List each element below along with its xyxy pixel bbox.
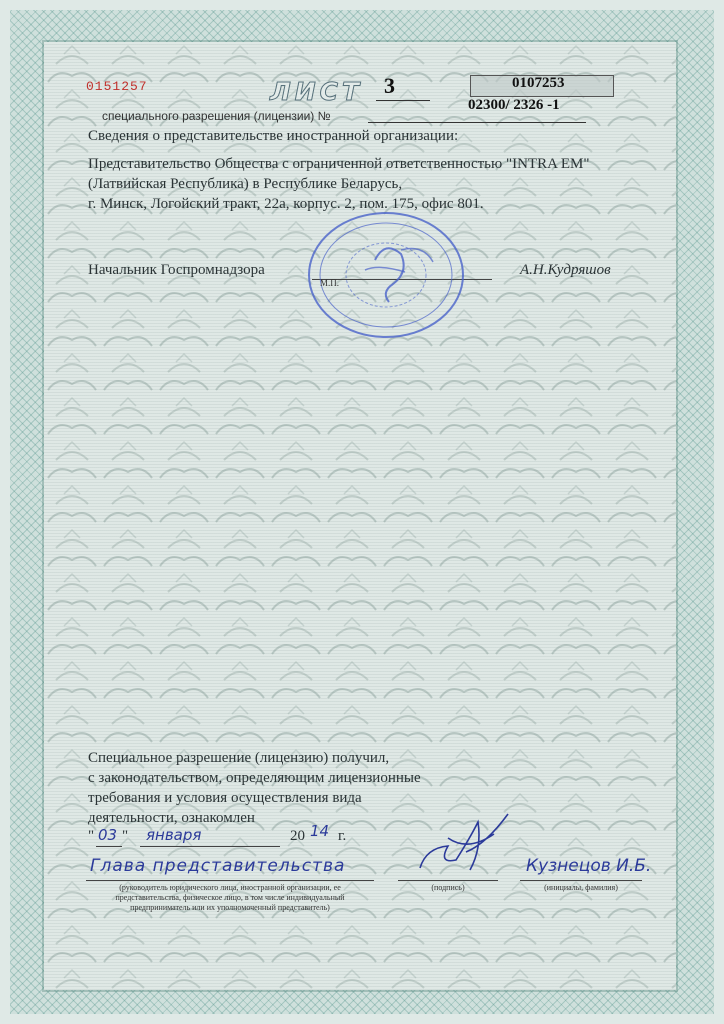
date-day: 03: [98, 826, 118, 844]
sheet-number: 3: [384, 73, 395, 98]
receipt-line: требования и условия осуществления вида: [88, 790, 362, 806]
representation-line: Представительство Общества с ограниченной ответственностью "INTRA EM": [88, 156, 590, 172]
name-line: [520, 880, 642, 881]
representation-line: г. Минск, Логойский тракт, 22а, корпус. 2, пом. 175, офис 801.: [88, 196, 484, 212]
date-month-underline: [140, 846, 280, 847]
official-seal: [305, 210, 467, 340]
authority-position: Начальник Госпромнадзора: [88, 262, 265, 278]
license-number: 02300/ 2326 -1: [468, 97, 560, 113]
name-caption: (инициалы, фамилия): [544, 883, 618, 892]
representation-line: (Латвийская Республика) в Республике Беларусь,: [88, 176, 403, 192]
sheet-title: ЛИСТ: [270, 77, 364, 106]
serial-number: 0151257: [86, 79, 148, 94]
sheet-subtitle: специального разрешения (лицензии) №: [102, 109, 331, 123]
name-handwritten: Кузнецов И.Б.: [526, 856, 652, 876]
date-year-prefix: 20: [290, 828, 305, 844]
role-line: [86, 880, 374, 881]
license-number-underline: [368, 122, 586, 123]
representation-heading: Сведения о представительстве иностранной организации:: [88, 128, 459, 144]
receipt-line: Специальное разрешение (лицензию) получил,: [88, 750, 390, 766]
role-handwritten: Глава представительства: [90, 856, 346, 876]
role-caption: (руководитель юридического лица, иностранной организации, ее представительства, физическое лицо, в том числе индивидуальный предприниматель или их уполномоченный представитель): [115, 883, 345, 912]
receipt-line: с законодательством, определяющим лицензионные: [88, 770, 421, 786]
authority-name: А.Н.Кудряшов: [520, 262, 611, 278]
stamp-label: М.П.: [320, 278, 340, 288]
date-quote-close: ": [122, 828, 129, 844]
date-quote-open: ": [88, 828, 95, 844]
form-number: 0107253: [512, 75, 565, 91]
signature-caption: (подпись): [431, 883, 465, 892]
date-day-underline: [96, 846, 122, 847]
signature-line: [398, 880, 498, 881]
receiver-signature: [408, 808, 518, 880]
date-year-end: г.: [338, 828, 347, 844]
date-month: января: [146, 826, 202, 844]
receipt-line: деятельности, ознакомлен: [88, 810, 255, 826]
sheet-number-underline: [376, 100, 430, 101]
date-year-suffix: 14: [310, 822, 330, 840]
